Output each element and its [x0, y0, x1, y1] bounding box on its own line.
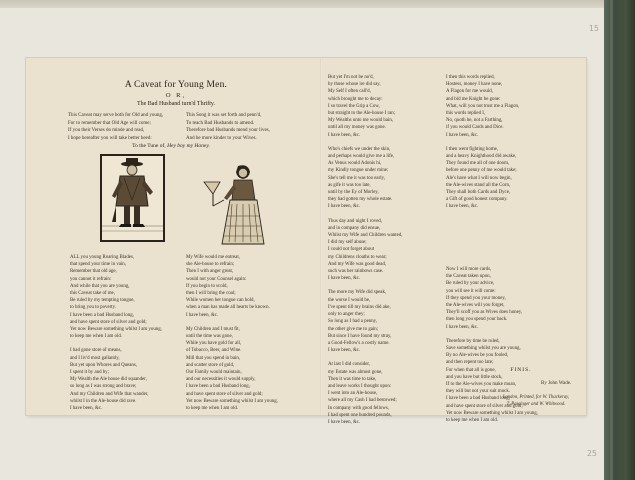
- verse-line: so long as I was strong and brave;: [70, 384, 137, 390]
- verse-line: and then repent too late;: [446, 360, 494, 366]
- verse-line: and a heavy Knighthood did awake,: [446, 154, 517, 160]
- verse-line: I did my self abuse;: [328, 240, 367, 246]
- verse-line: she Ale-house to refrain;: [186, 262, 235, 268]
- verse-line: you cannot it refrain:: [70, 276, 112, 282]
- verse-line: I then this words replied,: [446, 75, 495, 80]
- verse-line: the Caveat taken upon,: [446, 274, 491, 280]
- verse-line: I have been, &c.: [328, 348, 361, 354]
- verse-line: I had spent one hundred pounds,: [328, 412, 392, 418]
- verse-line: I so travel the Grip a Cow,: [328, 103, 380, 109]
- verse-line: Our Family would maintain,: [186, 370, 242, 376]
- verse-line: and have spent store of silver and gold;: [70, 319, 147, 325]
- verse-line: then long you spend your back.: [446, 317, 508, 323]
- broadside-title: A Caveat for Young Men.: [124, 80, 228, 90]
- verse-line: So long as I had a penny,: [328, 319, 377, 325]
- verse-line: my Childrens cloaths to wear;: [328, 254, 387, 260]
- verse-line: where all my Cash I had bestowed;: [328, 398, 397, 404]
- verse-line: While you have gold for all,: [186, 341, 242, 347]
- verse-line: I have been, &c.: [328, 276, 361, 282]
- verse-line: And my Children and Wife that wander,: [70, 391, 149, 397]
- stanza-gap: [328, 211, 402, 218]
- verse-line: by those whose ire did say,: [328, 82, 381, 88]
- stanza-gap: [328, 354, 402, 361]
- verse-line: and leave works I thought upon:: [328, 383, 392, 389]
- verse-line: the Ale-wives will you forget,: [446, 303, 505, 309]
- author-byline: By John Wade.: [541, 381, 572, 386]
- verse-line: Save something whilst you are young,: [446, 346, 521, 352]
- verse-line: I spent it by and by;: [70, 370, 109, 376]
- verse-line: the other give me to gain;: [328, 326, 379, 332]
- page-mark-top: 15: [588, 24, 599, 33]
- stanza-gap: [328, 282, 402, 289]
- verse-line: I could not forget about: [328, 247, 375, 253]
- verse-line: and perhaps would give me a life,: [328, 154, 395, 160]
- intro-verse-left: This Caveat may serve both for Old and young, For to remember that Old Age will come; If you their Verses do minde and read, I hope hereafter you will take better heed:: [68, 113, 164, 141]
- woodcut-man-image: [100, 154, 165, 242]
- verse-line: to keep me when I am old.: [186, 406, 239, 412]
- verse-line: as gife it was too late,: [328, 182, 371, 188]
- verse-line: No, quoth he, not a Farthing,: [446, 118, 503, 124]
- verse-line: a Good-Fellow's a costly name.: [328, 340, 390, 346]
- verse-line: I have been, &c.: [328, 132, 361, 138]
- verse-line: By no Ale-wives be you fooled,: [446, 353, 509, 359]
- verse-column-left-1: [70, 254, 162, 412]
- verse-line: As Venus would Adonis hi,: [328, 161, 382, 167]
- verse-column-right-top: [446, 74, 519, 211]
- page-mark-bottom: 25: [586, 449, 597, 458]
- verse-line: which brought me to decay:: [328, 96, 383, 102]
- verse-line: While women her tongue can hold,: [186, 298, 255, 304]
- verse-line: Then it was time to take,: [328, 376, 377, 382]
- verse-line: and in company did ensue,: [328, 225, 381, 231]
- verse-line: and have spent store of silver and gold;: [186, 391, 263, 397]
- verse-line: before one penny of me would take;: [446, 168, 517, 174]
- printer-imprint: London, Printed, for W. Thackeray, T. Passinger and W. Whitwood.: [502, 395, 570, 407]
- verse-line: I have been, &c.: [70, 406, 103, 412]
- stanza-gap: [186, 319, 278, 326]
- verse-line: this words replied I,: [446, 111, 486, 117]
- verse-line: the Ale-wives stand all the Corn,: [446, 182, 511, 188]
- verse-line: they had gotten my whole estate.: [328, 197, 393, 203]
- verse-line: and you have but little stock,: [446, 374, 503, 380]
- verse-line: They'll scoff you as Wives does honey,: [446, 310, 523, 316]
- verse-line: If you begin to scold,: [186, 283, 228, 289]
- verse-line: I then went fighting home,: [446, 146, 499, 152]
- verse-line: Yet now Beware something whilst I am young,: [446, 410, 538, 416]
- verse-line: What, will you not trust me a Flagon,: [446, 103, 520, 109]
- finis: FINIS.: [510, 367, 532, 373]
- verse-line: I went into an Ale-house,: [328, 391, 378, 397]
- verse-line: Thus day and night I roved,: [328, 218, 383, 224]
- tune-line: [26, 143, 316, 149]
- verse-line: I have been a bad Husband long,: [70, 312, 134, 318]
- verse-line: But yet I'm not be no'd,: [328, 75, 374, 80]
- verse-line: and our necessities it would supply,: [186, 377, 256, 383]
- verse-line: my Estate was almost gone,: [328, 369, 383, 375]
- verse-line: I have been, &c.: [446, 204, 479, 210]
- verse-line: I have been, &c.: [328, 419, 361, 425]
- stanza-gap: [70, 340, 162, 347]
- verse-line: when a man has made all hearts be known.: [186, 305, 270, 311]
- verse-line: And while that you are young,: [70, 283, 130, 289]
- stanza-gap: [446, 331, 538, 338]
- verse-line: If to the Ale-wives you make moan,: [446, 382, 517, 388]
- verse-line: to bring you to poverty.: [70, 305, 117, 311]
- verse-line: my Kindly tongue under mine;: [328, 168, 389, 174]
- broadside-or: O R,: [165, 92, 187, 99]
- verse-line: If they spend you your money,: [446, 295, 506, 301]
- verse-line: until by the Ey of Morley,: [328, 190, 379, 196]
- verse-line: I have been, &c.: [186, 312, 219, 318]
- verse-line: the worse I would be,: [328, 297, 371, 303]
- verse-line: I have been, &c.: [446, 324, 479, 330]
- verse-line: of Tobacco, Beer, and Wine.: [186, 348, 242, 354]
- verse-line: and I liv'd most gallantly,: [70, 355, 120, 361]
- verse-line: Be ruled by your advice,: [446, 281, 495, 287]
- verse-line: that spend your time in vain,: [70, 262, 126, 268]
- verse-column-middle: [328, 74, 402, 426]
- verse-line: if you would Cards and Dice.: [446, 125, 504, 131]
- album-binding: [604, 0, 635, 480]
- verse-line: My Wife would me entreat,: [186, 255, 240, 260]
- verse-line: and scatter store of gold,: [186, 362, 235, 368]
- verse-line: would not your Counsel again:: [186, 276, 247, 282]
- verse-line: Mill that you spend in bain,: [186, 355, 241, 361]
- tune-prefix: To the Tune of,: [132, 143, 166, 149]
- tune-name: Hey boy my Honey.: [167, 143, 210, 149]
- verse-line: They found me all of one doom,: [446, 161, 510, 167]
- verse-line: Whilst my Wife and Children wanted,: [328, 233, 403, 239]
- verse-line: The more my Wife did speak,: [328, 290, 387, 296]
- verse-line: Then I with anger great,: [186, 269, 234, 275]
- intro-verse-right: This Song it was set forth and penn'd, To teach Bad Husbands to amend. Therefore bad Husbands mend your lives, And be more kinder to your Wives.: [186, 113, 270, 141]
- verse-line: At last I did consider,: [328, 362, 371, 368]
- verse-line: only to anger they;: [328, 312, 365, 318]
- verse-line: but straight to the Ale-house I ran;: [328, 111, 396, 117]
- verse-line: until the time was gone,: [186, 334, 233, 340]
- verse-line: Now I will more cards,: [446, 267, 492, 272]
- stanza-gap: [446, 139, 519, 146]
- verse-line: I've spent till my brains did ake,: [328, 304, 391, 310]
- verse-line: Yet now Beware something whilst I am young,: [186, 398, 278, 404]
- verse-line: this Caveat take of me,: [70, 291, 115, 297]
- verse-line: then I will bring the coal;: [186, 291, 236, 297]
- broadside-sheet: [26, 58, 586, 425]
- verse-line: And my Wife was good dead,: [328, 261, 387, 267]
- verse-line: I had gone store of means,: [70, 348, 122, 354]
- verse-line: In company with good fellows,: [328, 405, 389, 411]
- verse-line: and have spent store of silver and gold;: [446, 403, 523, 409]
- stanza-gap: [328, 139, 402, 146]
- verse-line: Yet now Beware something whilst I am young,: [70, 327, 162, 333]
- verse-line: Be ruled by my tempting tongue,: [70, 298, 135, 304]
- verse-line: Remember that old age,: [70, 269, 117, 275]
- verse-line: such was her rainbows case.: [328, 269, 384, 275]
- verse-line: Hostess, money I have none,: [446, 82, 503, 88]
- sheet-fold: [320, 58, 322, 415]
- verse-line: they will but not your suit mock.: [446, 389, 510, 395]
- verse-line: But since I have found my stray,: [328, 333, 392, 339]
- verse-line: whilst I in the Ale-house did rave.: [70, 398, 137, 404]
- verse-line: you will see it will come:: [446, 288, 496, 294]
- verse-line: My Children and I must fit,: [186, 326, 240, 332]
- verse-line: My Self I often call'd,: [328, 89, 371, 95]
- verse-line: My Wealths unto me would bain,: [328, 118, 393, 124]
- woodcut-woman-image: [202, 164, 266, 246]
- verse-line: She's tell me it was too early,: [328, 175, 385, 181]
- verse-line: My Wealth the Ale house did squander,: [70, 377, 147, 383]
- verse-line: to keep me when I am old.: [70, 334, 123, 340]
- verse-line: Therefore by time be ruled,: [446, 338, 500, 344]
- verse-line: They shall both Cards and Dyce,: [446, 190, 511, 196]
- broadside-subtitle: The Bad Husband turn'd Thrifty.: [136, 101, 216, 107]
- verse-line: I have been a bad Husband long,: [446, 396, 510, 402]
- verse-line: a Gift of good honest company.: [446, 197, 508, 203]
- verse-line: I have been a bad Husband long,: [186, 384, 250, 390]
- verse-line: A Flagon for me would,: [446, 89, 493, 95]
- verse-line: I have been, &c.: [328, 204, 361, 210]
- verse-line: ALL you young Roaring Blades,: [70, 255, 135, 260]
- verse-line: and bid me Knight be gone:: [446, 96, 501, 102]
- verse-line: Ale's have what I will now begin,: [446, 175, 512, 181]
- verse-column-left-2: [186, 254, 278, 412]
- verse-line: I have been, &c.: [446, 132, 479, 138]
- verse-line: to keep me when I am old.: [446, 418, 499, 424]
- verse-line: until all my money was gone.: [328, 125, 386, 131]
- verse-line: Who's chiefs we under the skin,: [328, 146, 391, 152]
- verse-line: For when that all is gone,: [446, 367, 496, 373]
- verse-line: But yet upon Whores and Queans,: [70, 362, 138, 368]
